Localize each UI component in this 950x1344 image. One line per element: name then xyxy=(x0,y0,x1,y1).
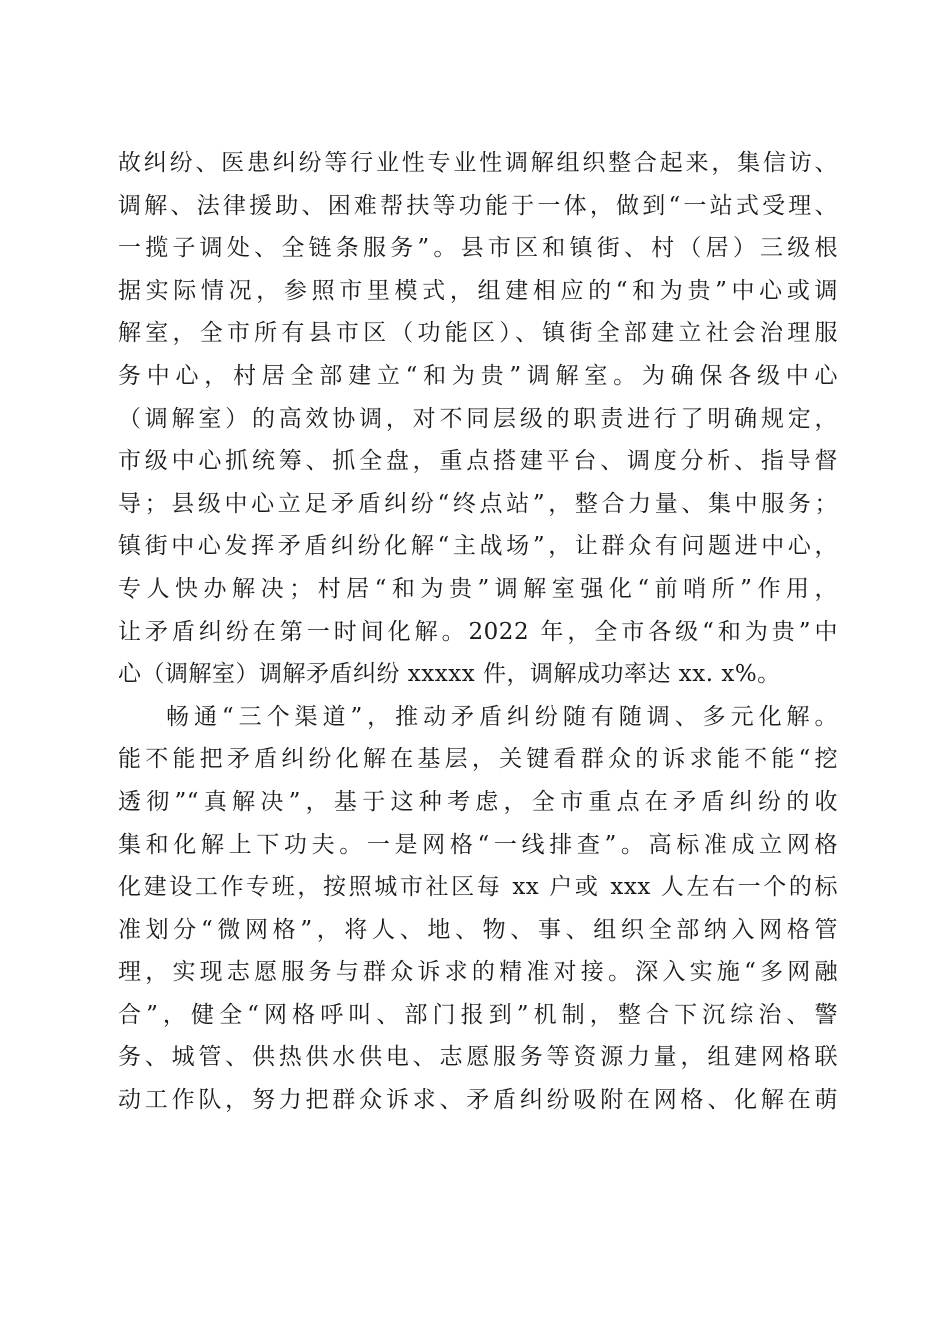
text-line: 一揽子调处、全链条服务”。县市区和镇街、村（居）三级根 xyxy=(118,235,838,262)
text-line: 准划分“微网格”，将人、地、物、事、组织全部纳入网格管 xyxy=(118,916,838,943)
text-line: 调解、法律援助、困难帮扶等功能于一体，做到“一站式受理、 xyxy=(118,192,838,219)
text-line: 务中心，村居全部建立“和为贵”调解室。为确保各级中心 xyxy=(118,362,838,389)
text-line: 镇街中心发挥矛盾纠纷化解“主战场”，让群众有问题进中心， xyxy=(118,533,838,560)
text-line: 动工作队，努力把群众诉求、矛盾纠纷吸附在网格、化解在萌 xyxy=(118,1087,838,1114)
body-text xyxy=(118,142,838,1122)
text-line: 让矛盾纠纷在第一时间化解。2022 年，全市各级“和为贵”中 xyxy=(118,618,838,645)
text-line: 导；县级中心立足矛盾纠纷“终点站”，整合力量、集中服务； xyxy=(118,490,838,517)
text-line: 透彻”“真解决”，基于这种考虑，全市重点在矛盾纠纷的收 xyxy=(118,788,838,815)
text-line: 故纠纷、医患纠纷等行业性专业性调解组织整合起来，集信访、 xyxy=(118,150,838,176)
text-line: 专人快办解决；村居“和为贵”调解室强化“前哨所”作用， xyxy=(118,575,838,602)
text-line: 市级中心抓统筹、抓全盘，重点搭建平台、调度分析、指导督 xyxy=(118,448,838,475)
text-line: （调解室）的高效协调，对不同层级的职责进行了明确规定， xyxy=(118,405,838,432)
text-line: 合”，健全“网格呼叫、部门报到”机制，整合下沉综治、警 xyxy=(118,1001,838,1028)
text-line: 务、城管、供热供水供电、志愿服务等资源力量，组建网格联 xyxy=(118,1044,838,1071)
paragraph-heading-line: 畅通“三个渠道”，推动矛盾纠纷随有随调、多元化解。 xyxy=(166,703,838,730)
paragraph-end-line: 心（调解室）调解矛盾纠纷 xxxxx 件，调解成功率达 xx. x%。 xyxy=(118,661,781,688)
text-line: 集和化解上下功夫。一是网格“一线排查”。高标准成立网格 xyxy=(118,831,838,858)
text-line: 理，实现志愿服务与群众诉求的精准对接。深入实施“多网融 xyxy=(118,959,838,986)
text-line: 解室，全市所有县市区（功能区）、镇街全部建立社会治理服 xyxy=(118,320,838,347)
text-line: 据实际情况，参照市里模式，组建相应的“和为贵”中心或调 xyxy=(118,277,838,304)
text-line: 化建设工作专班，按照城市社区每 xx 户或 xxx 人左右一个的标 xyxy=(118,874,838,901)
text-line: 能不能把矛盾纠纷化解在基层，关键看群众的诉求能不能“挖 xyxy=(118,746,838,773)
